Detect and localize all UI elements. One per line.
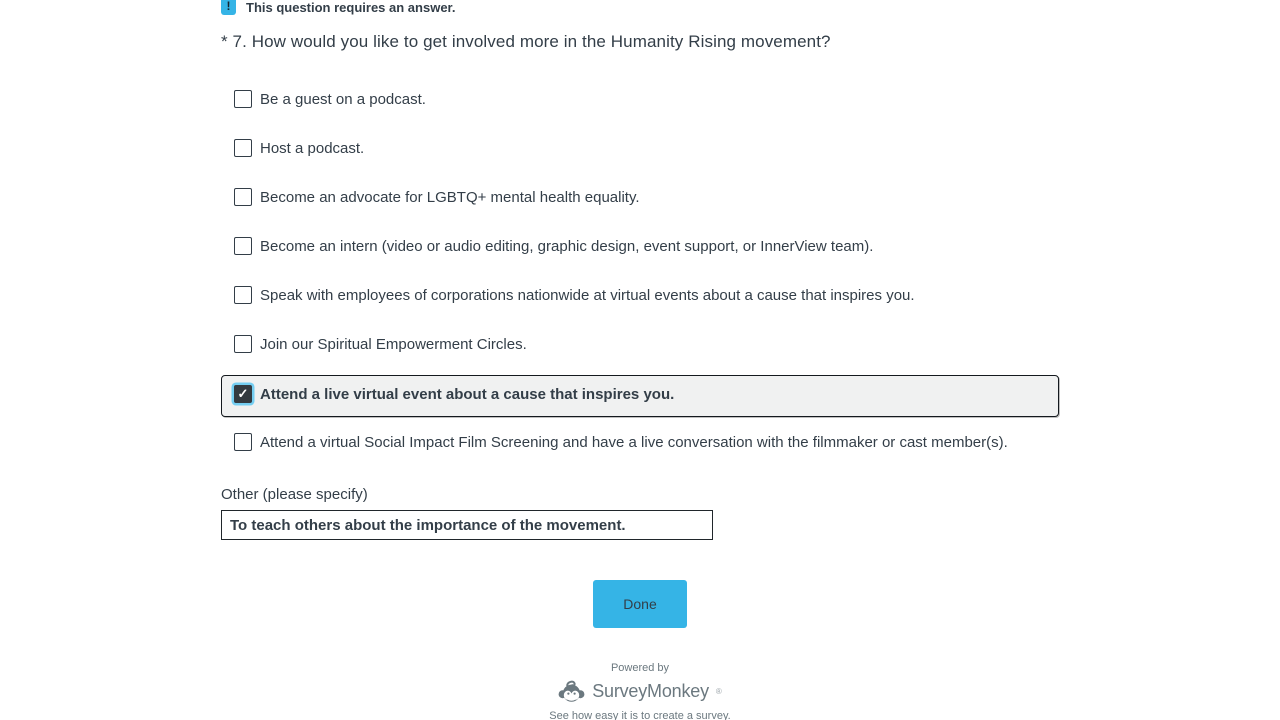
checkbox-icon[interactable] <box>234 286 252 304</box>
surveymonkey-logo-icon <box>558 680 585 703</box>
required-answer-banner <box>221 0 1059 15</box>
option-label[interactable]: Attend a virtual Social Impact Film Screening and have a live conversation with the filmmaker or cast member(s). <box>260 434 1008 451</box>
done-row <box>221 580 1059 628</box>
option-label[interactable]: Join our Spiritual Empowerment Circles. <box>260 336 527 353</box>
done-button[interactable]: Done <box>593 580 687 628</box>
option-row[interactable] <box>221 433 1059 455</box>
surveymonkey-wordmark: SurveyMonkey <box>592 681 709 701</box>
checkbox-icon[interactable] <box>234 188 252 206</box>
checkbox-icon[interactable] <box>234 433 252 451</box>
option-row[interactable] <box>221 335 1059 357</box>
checkbox-checked-icon[interactable]: ✓ <box>234 385 252 403</box>
option-label[interactable]: Host a podcast. <box>260 140 365 157</box>
required-answer-text: This question requires an answer. <box>246 0 456 15</box>
registered-mark: ® <box>715 687 722 696</box>
footer-tagline <box>221 710 1059 720</box>
option-label[interactable]: Become an intern (video or audio editing, graphic design, event support, or InnerView team). <box>260 238 874 255</box>
option-label[interactable]: Become an advocate for LGBTQ+ mental health equality. <box>260 189 640 206</box>
option-row[interactable] <box>221 286 1059 308</box>
checkbox-icon[interactable] <box>234 90 252 108</box>
checkbox-icon[interactable] <box>234 237 252 255</box>
checkbox-icon[interactable] <box>234 335 252 353</box>
other-specify-input[interactable] <box>221 510 713 540</box>
option-row[interactable] <box>221 90 1059 112</box>
option-label[interactable]: Attend a live virtual event about a cause that inspires you. <box>260 386 675 403</box>
question-title: * 7. How would you like to get involved more in the Humanity Rising movement? <box>221 32 831 51</box>
exclamation-icon: ! <box>221 0 236 15</box>
tagline-prefix: See how easy it is to <box>549 710 654 720</box>
other-specify-label: Other (please specify) <box>221 486 368 503</box>
option-row[interactable] <box>221 375 1059 417</box>
option-label[interactable]: Speak with employees of corporations nationwide at virtual events about a cause that inspires you. <box>260 287 915 304</box>
checkbox-icon[interactable] <box>234 139 252 157</box>
option-row[interactable] <box>221 139 1059 161</box>
survey-page <box>221 0 1059 720</box>
create-a-survey-link[interactable]: create a survey <box>653 710 728 720</box>
option-row[interactable] <box>221 237 1059 259</box>
footer <box>221 662 1059 720</box>
option-row[interactable] <box>221 188 1059 210</box>
options-list <box>221 90 1059 482</box>
option-label[interactable]: Be a guest on a podcast. <box>260 91 426 108</box>
tagline-suffix: . <box>727 710 731 720</box>
brand-row <box>221 680 1059 703</box>
powered-by-text: Powered by <box>610 662 670 674</box>
